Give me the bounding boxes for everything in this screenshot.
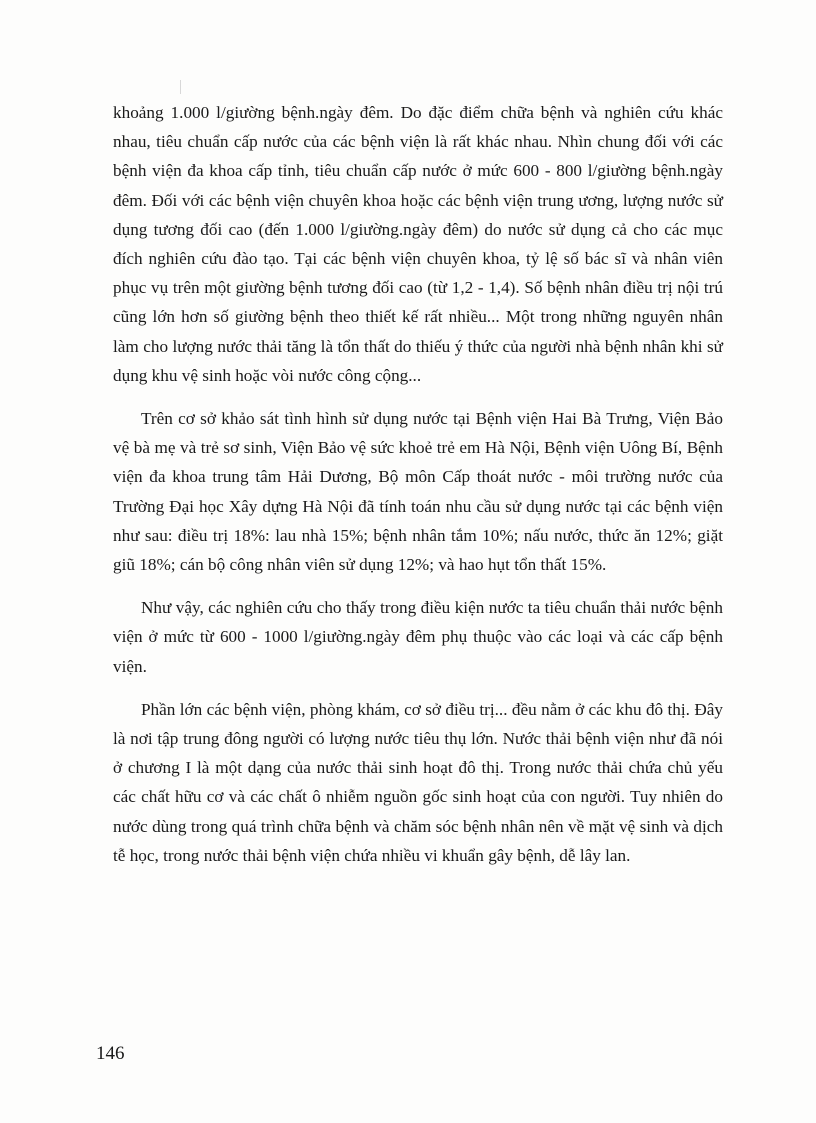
paragraph-1: khoảng 1.000 l/giường bệnh.ngày đêm. Do đặc điểm chữa bệnh và nghiên cứu khác nhau, tiêu chuẩn cấp nước của các bệnh viện là rất khác nhau. Nhìn chung đối với các bệnh viện đa khoa cấp tỉnh, tiêu chuẩn cấp nước ở mức 600 - 800 l/giường bệnh.ngày đêm. Đối với các bệnh viện chuyên khoa hoặc các bệnh viện trung ương, lượng nước sử dụng tương đối cao (đến 1.000 l/giường.ngày đêm) do nước sử dụng cả cho các mục đích nghiên cứu đào tạo. Tại các bệnh viện chuyên khoa, tỷ lệ số bác sĩ và nhân viên phục vụ trên một giường bệnh tương đối cao (từ 1,2 - 1,4). Số bệnh nhân điều trị nội trú cũng lớn hơn số giường bệnh theo thiết kế rất nhiều... Một trong những nguyên nhân làm cho lượng nước thải tăng là tổn thất do thiếu ý thức của người nhà bệnh nhân khi sử dụng khu vệ sinh hoặc vòi nước công cộng... [113,103,723,385]
paragraph-3: Như vậy, các nghiên cứu cho thấy trong điều kiện nước ta tiêu chuẩn thải nước bệnh viện ở mức từ 600 - 1000 l/giường.ngày đêm phụ thuộc vào các loại và các cấp bệnh viện. [113,598,723,676]
paragraph-2: Trên cơ sở khảo sát tình hình sử dụng nước tại Bệnh viện Hai Bà Trưng, Viện Bảo vệ bà mẹ và trẻ sơ sinh, Viện Bảo vệ sức khoẻ trẻ em Hà Nội, Bệnh viện Uông Bí, Bệnh viện đa khoa trung tâm Hải Dương, Bộ môn Cấp thoát nước - môi trường nước của Trường Đại học Xây dựng Hà Nội đã tính toán nhu cầu sử dụng nước tại các bệnh viện như sau: điều trị 18%: lau nhà 15%; bệnh nhân tắm 10%; nấu nước, thức ăn 12%; giặt giũ 18%; cán bộ công nhân viên sử dụng 12%; và hao hụt tổn thất 15%. [113,409,723,575]
scan-mark [180,80,181,94]
paragraph-4: Phần lớn các bệnh viện, phòng khám, cơ sở điều trị... đều nằm ở các khu đô thị. Đây là nơi tập trung đông người có lượng nước tiêu thụ lớn. Nước thải bệnh viện như đã nói ở chương I là một dạng của nước thải sinh hoạt đô thị. Trong nước thải chứa chủ yếu các chất hữu cơ và các chất ô nhiễm nguồn gốc sinh hoạt của con người. Tuy nhiên do nước dùng trong quá trình chữa bệnh và chăm sóc bệnh nhân nên về mặt vệ sinh và dịch tễ học, trong nước thải bệnh viện chứa nhiều vi khuẩn gây bệnh, dễ lây lan. [113,699,723,865]
page-number: 146 [96,1043,125,1064]
body-text [113,98,723,884]
